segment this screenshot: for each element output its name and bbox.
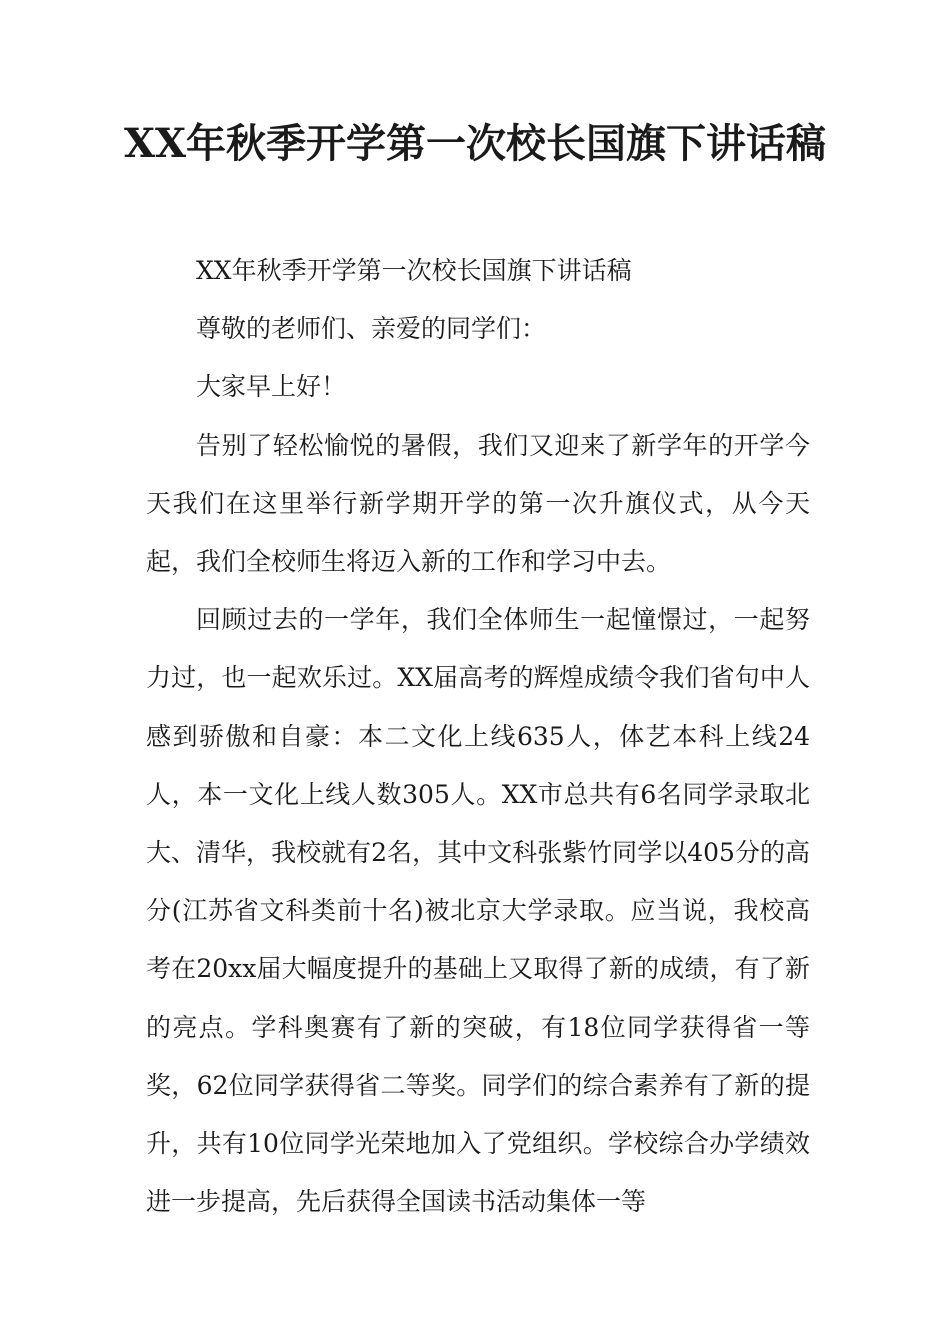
paragraph-subtitle: XX年秋季开学第一次校长国旗下讲话稿 xyxy=(196,256,632,285)
document-body xyxy=(146,242,810,1231)
paragraph-salutation: 尊敬的老师们、亲爱的同学们： xyxy=(196,314,547,344)
paragraph-greeting: 大家早上好！ xyxy=(196,372,347,402)
document-title: XX年秋季开学第一次校长国旗下讲话稿 xyxy=(123,120,827,167)
paragraph-review: 回顾过去的一学年，我们全体师生一起憧憬过，一起努力过，也一起欢乐过。XX届高考的辉煌成绩令我们省句中人感到骄傲和自豪：本二文化上线635人，体艺本科上线24人，本一文化上线人数305人。XX市总共有6名同学录取北大、清华，我校就有2名，其中文科张紫竹同学以405分的高分(江苏省文科类前十名)被北京大学录取。应当说，我校高考在20xx届大幅度提升的基础上又取得了新的成绩，有了新的亮点。学科奥赛有了新的突破，有18位同学获得省一等奖，62位同学获得省二等奖。同学们的综合素养有了新的提升，共有10位同学光荣地加入了党组织。学校综合办学绩效进一步提高，先后获得全国读书活动集体一等 xyxy=(146,605,810,1217)
paragraph-intro: 告别了轻松愉悦的暑假，我们又迎来了新学年的开学今天我们在这里举行新学期开学的第一次升旗仪式，从今天起，我们全校师生将迈入新的工作和学习中去。 xyxy=(146,430,810,577)
